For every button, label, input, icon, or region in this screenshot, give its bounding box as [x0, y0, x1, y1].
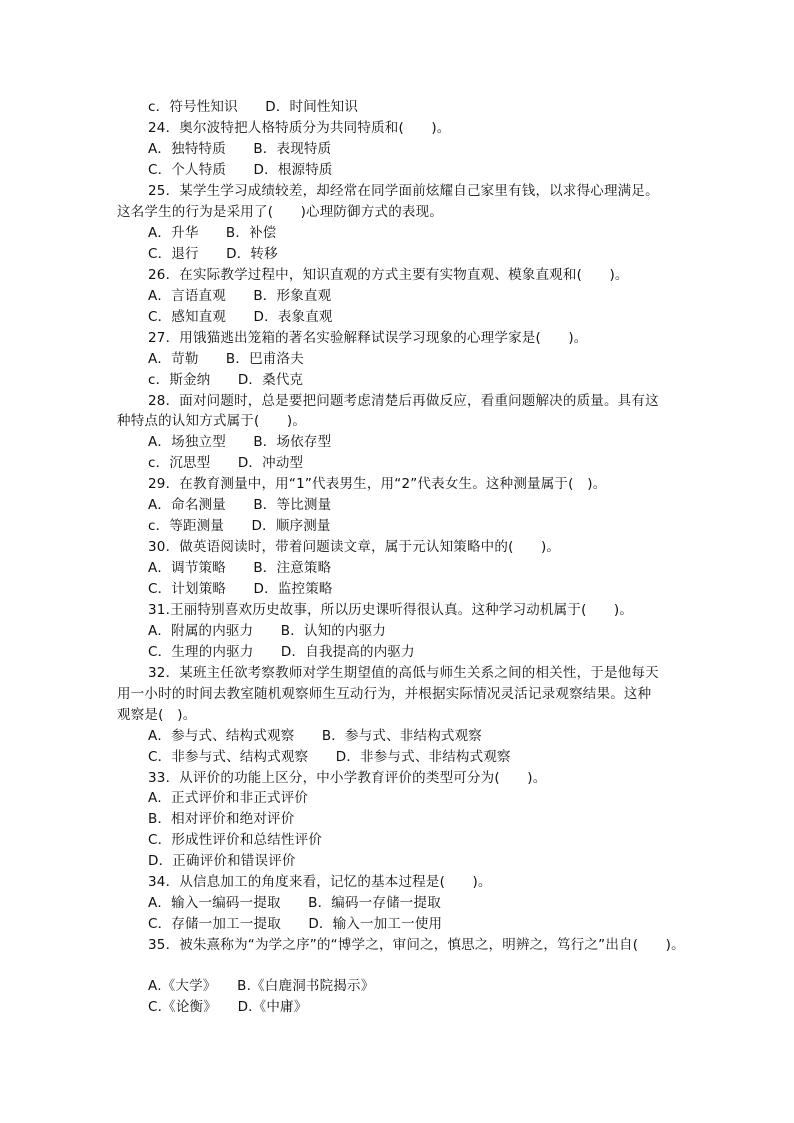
option-line-c-d-23: c．符号性知识 D．时间性知识	[148, 99, 359, 115]
options-34-ab: A．输入一编码一提取 B．编码一存储一提取	[148, 895, 441, 911]
options-26-cd: C．感知直观 D．表象直观	[148, 309, 333, 325]
options-24-cd: C．个人特质 D．根源特质	[148, 162, 333, 178]
options-28-cd: c．沉思型 D．冲动型	[148, 455, 304, 471]
options-31-ab: A．附属的内驱力 B．认知的内驱力	[148, 623, 387, 639]
question-32: 32．某班主任欲考察教师对学生期望值的高低与师生关系之间的相关性，于是他每天	[148, 665, 659, 681]
question-34: 34．从信息加工的角度来看，记忆的基本过程是( )。	[148, 874, 492, 890]
options-35-ab: A.《大学》 B.《白鹿洞书院揭示》	[148, 978, 375, 994]
question-30: 30．做英语阅读时，带着问题读文章，属于元认知策略中的( )。	[148, 539, 561, 555]
options-30-cd: C．计划策略 D．监控策略	[148, 581, 333, 597]
options-32-ab: A．参与式、结构式观察 B．参与式、非结构式观察	[148, 728, 482, 744]
option-33-d: D．正确评价和错误评价	[148, 853, 296, 869]
question-29: 29．在教育测量中，用“1”代表男生，用“2”代表女生。这种测量属于( )。	[148, 476, 607, 492]
options-24-ab: A．独特特质 B．表现特质	[148, 141, 332, 157]
option-33-a: A．正式评价和非正式评价	[148, 790, 309, 806]
question-33: 33．从评价的功能上区分，中小学教育评价的类型可分为( )。	[148, 770, 547, 786]
options-29-cd: c．等距测量 D．顺序测量	[148, 518, 331, 534]
option-33-b: B．相对评价和绝对评价	[148, 811, 295, 827]
options-31-cd: C．生理的内驱力 D．自我提高的内驱力	[148, 644, 415, 660]
question-28-cont: 种特点的认知方式属于( )。	[117, 413, 307, 429]
options-35-cd: C.《论衡》 D.《中庸》	[148, 999, 308, 1015]
option-33-c: C．形成性评价和总结性评价	[148, 832, 323, 848]
options-28-ab: A．场独立型 B．场依存型	[148, 434, 332, 450]
question-31: 31.王丽特别喜欢历史故事，所以历史课听得很认真。这种学习动机属于( )。	[148, 602, 634, 618]
options-27-ab: A．苛勒 B．巴甫洛夫	[148, 351, 304, 367]
options-25-cd: C．退行 D．转移	[148, 246, 278, 262]
options-26-ab: A．言语直观 B．形象直观	[148, 288, 332, 304]
question-28: 28．面对问题时，总是要把问题考虑清楚后再做反应，看重问题解决的质量。具有这	[148, 393, 659, 409]
options-25-ab: A．升华 B．补偿	[148, 225, 277, 241]
question-25: 25．某学生学习成绩较差，却经常在同学面前炫耀自己家里有钱，以求得心理满足。	[148, 183, 659, 199]
options-34-cd: C．存储一加工一提取 D．输入一加工一使用	[148, 916, 443, 932]
question-24: 24．奥尔波特把人格特质分为共同特质和( )。	[148, 120, 451, 136]
options-29-ab: A．命名测量 B．等比测量	[148, 497, 332, 513]
question-32-cont-1: 用一小时的时间去教室随机观察师生互动行为，并根据实际情况灵活记录观察结果。这种	[117, 686, 652, 702]
options-30-ab: A．调节策略 B．注意策略	[148, 560, 332, 576]
options-32-cd: C．非参与式、结构式观察 D．非参与式、非结构式观察	[148, 749, 511, 765]
options-27-cd: c．斯金纳 D．桑代克	[148, 372, 304, 388]
question-26: 26．在实际教学过程中，知识直观的方式主要有实物直观、模象直观和( )。	[148, 267, 629, 283]
question-32-cont-2: 观察是( )。	[117, 707, 197, 723]
question-25-cont: 这名学生的行为是采用了( )心理防御方式的表现。	[117, 204, 444, 220]
question-35: 35．被朱熹称为“为学之序”的“博学之，审问之，慎思之，明辨之，笃行之”出自( )。	[148, 937, 685, 953]
question-27: 27．用饿猫逃出笼箱的著名实验解释试误学习现象的心理学家是( )。	[148, 330, 588, 346]
